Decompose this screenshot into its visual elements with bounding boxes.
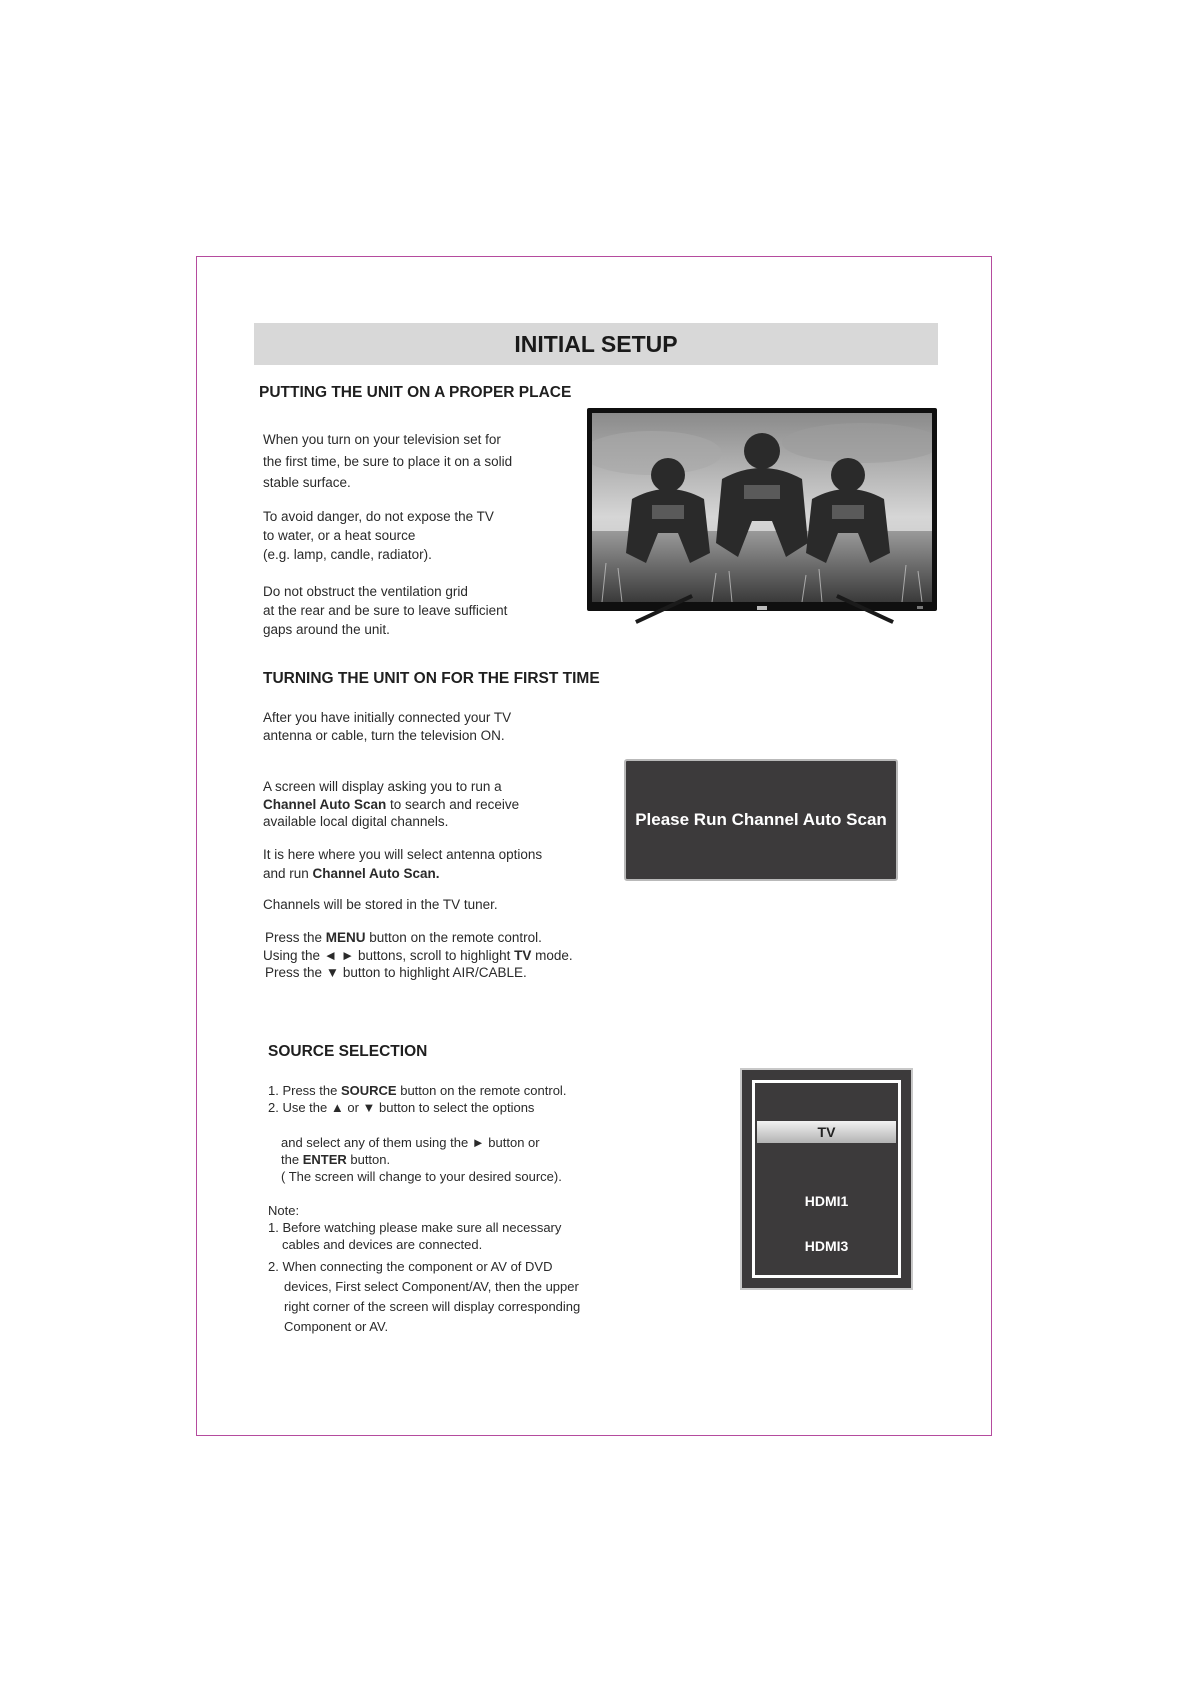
first-time-para-4: Channels will be stored in the TV tuner. xyxy=(263,897,498,912)
first-time-para-2: A screen will display asking you to run a Channel Auto Scan to search and receive available local digital channels. xyxy=(263,779,520,829)
note-label: Note: xyxy=(268,1203,300,1218)
auto-scan-osd xyxy=(624,759,898,881)
television-illustration xyxy=(587,408,937,611)
football-players-image xyxy=(592,413,932,602)
tv-logo xyxy=(757,606,767,610)
left-right-arrows-icon: ◄ ► xyxy=(323,947,355,963)
source-option-hdmi3[interactable]: HDMI3 xyxy=(804,1238,849,1254)
tv-screen-image xyxy=(592,413,932,602)
placement-para-3: Do not obstruct the ventilation grid at the rear and be sure to leave sufficient gaps around the unit. xyxy=(263,584,508,637)
placement-para-2: To avoid danger, do not expose the TV to water, or a heat source (e.g. lamp, candle, radiator). xyxy=(263,509,494,562)
note-block: Note: 1. Before watching please make sure all necessary cables and devices are connected. 2. When connecting the component or AV of DVD devices, First select Component/AV, then the upper right corner of the screen will display corresponding Component or AV. xyxy=(268,1203,581,1334)
source-option-selected[interactable]: TV xyxy=(757,1121,896,1143)
source-menu-osd xyxy=(740,1068,913,1290)
osd-message: Please Run Channel Auto Scan xyxy=(635,810,887,829)
source-option-hdmi1[interactable]: HDMI1 xyxy=(804,1193,849,1209)
down-arrow-icon: ▼ xyxy=(362,1100,376,1115)
tv-power-led xyxy=(917,606,923,609)
source-steps: 1. Press the SOURCE button on the remote control. 2. Use the ▲ or ▼ button to select the options xyxy=(268,1083,567,1115)
title-banner xyxy=(254,323,938,365)
page-title: INITIAL SETUP xyxy=(514,330,678,357)
placement-para-1: When you turn on your television set for the first time, be sure to place it on a solid stable surface. xyxy=(263,432,513,490)
down-arrow-icon: ▼ xyxy=(325,965,340,980)
first-time-para-5: Press the MENU button on the remote control. Using the ◄ ► buttons, scroll to highlight TV mode. Press the ▼ button to highlight AIR/CABLE. xyxy=(263,930,573,980)
section-heading-first-time: TURNING THE UNIT ON FOR THE FIRST TIME xyxy=(263,670,600,687)
right-arrow-icon: ► xyxy=(471,1135,485,1150)
first-time-para-3: It is here where you will select antenna options and run Channel Auto Scan. xyxy=(263,847,543,881)
section-heading-source: SOURCE SELECTION xyxy=(268,1043,428,1060)
source-continuation: and select any of them using the ► button or the ENTER button. ( The screen will change to your desired source). xyxy=(281,1135,562,1184)
section-heading-placement: PUTTING THE UNIT ON A PROPER PLACE xyxy=(259,384,572,401)
source-menu-frame xyxy=(752,1080,901,1278)
first-time-para-1: After you have initially connected your TV antenna or cable, turn the television ON. xyxy=(263,710,512,743)
up-arrow-icon: ▲ xyxy=(330,1100,344,1115)
